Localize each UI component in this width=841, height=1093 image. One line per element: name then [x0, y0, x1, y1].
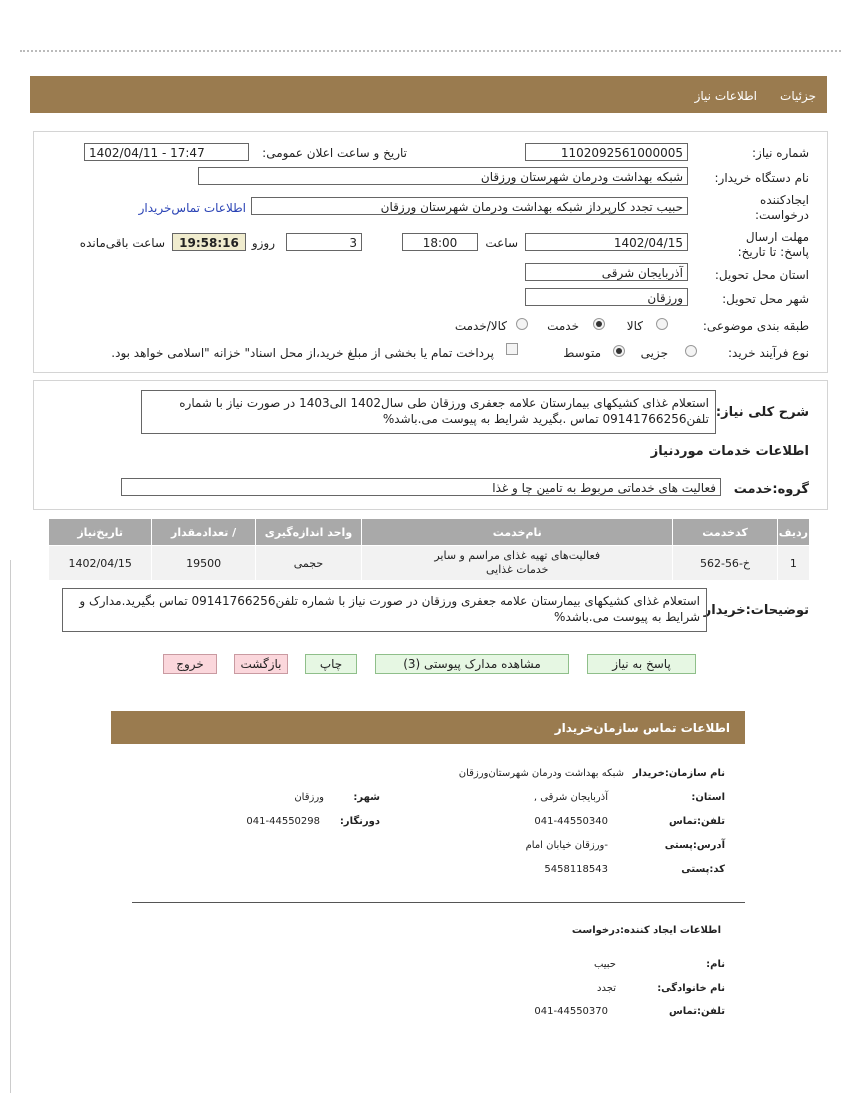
treasury-payment-checkbox[interactable]	[506, 343, 518, 355]
postal-label: کد:پستی	[681, 864, 725, 875]
need-number-label: شماره نیاز:	[752, 146, 809, 160]
deadline-time-field[interactable]: 18:00	[402, 233, 478, 251]
creator-info-title: اطلاعات ایجاد کننده:درخواست	[571, 925, 721, 936]
remaining-label: ساعت باقی‌مانده	[79, 236, 165, 250]
city-contact-value: ورزقان	[294, 792, 324, 803]
province-field[interactable]: آذربایجان شرقی	[525, 263, 688, 281]
services-title: اطلاعات خدمات موردنیاز	[650, 444, 809, 459]
col-code: کدخدمت	[673, 519, 777, 546]
fax-label: دورنگار:	[339, 816, 380, 827]
city-label: شهر محل تحویل:	[722, 292, 809, 306]
process-medium-radio[interactable]	[613, 345, 625, 357]
creator-name-label: نام:	[706, 959, 725, 970]
category-goods-service-radio[interactable]	[516, 318, 528, 330]
col-index: ردیف	[777, 519, 809, 546]
exit-button[interactable]: خروج	[163, 654, 217, 674]
category-service-label: خدمت	[547, 319, 579, 333]
remaining-time-field: 19:58:16	[172, 233, 246, 251]
creator-label: ایجادکننده درخواست:	[755, 193, 809, 222]
tab-need-info[interactable]: اطلاعات نیاز	[694, 89, 757, 103]
city-contact-label: شهر:	[353, 792, 380, 803]
view-attachments-button[interactable]: مشاهده مدارک پیوستی (3)	[375, 654, 569, 674]
creator-family-value: تجدد	[597, 983, 616, 994]
category-label: طبقه بندی موضوعی:	[702, 319, 809, 333]
creator-family-label: نام خانوادگی:	[657, 983, 725, 994]
category-service-radio[interactable]	[593, 318, 605, 330]
col-name: نام‌خدمت	[362, 519, 673, 546]
col-unit: واحد اندازه‌گیری	[255, 519, 361, 546]
table-header-row	[49, 519, 810, 546]
creator-name-value: حبیب	[593, 959, 616, 970]
cell-unit: حجمی	[255, 546, 361, 581]
need-number-field[interactable]: 1102092561000005	[525, 143, 688, 161]
cell-date: 1402/04/15	[49, 546, 152, 581]
category-goods-radio[interactable]	[656, 318, 668, 330]
back-button[interactable]: بازگشت	[234, 654, 288, 674]
cell-name: فعالیت‌های تهیه غذای مراسم و سایر خدمات غذایی	[362, 546, 673, 581]
table-row	[49, 546, 810, 581]
buyer-notes-box: استعلام غذای کشیکهای بیمارستان علامه جعفری ورزقان در صورت نیاز با شماره تلفن09141766256 تماس بگیرید.مدارک و شرایط به پیوست می.باشد%	[62, 588, 707, 632]
left-edge-line	[10, 560, 11, 1093]
tab-details[interactable]: جزئيات	[780, 89, 816, 103]
print-button[interactable]: چاپ	[305, 654, 357, 674]
top-dotted-divider	[20, 50, 841, 52]
group-field[interactable]: فعالیت های خدماتی مربوط به تامین چا و غذا	[121, 478, 721, 496]
col-qty: / تعدادمقدار	[152, 519, 255, 546]
category-goods-label: کالا	[626, 319, 643, 333]
summary-text-box: استعلام غذای کشیکهای بیمارستان علامه جعفری ورزقان طی سال1402 الی1403 در صورت نیاز با شماره تلفن09141766256 تماس .بگیرید شرایط به پیوست می.باشد%	[141, 390, 716, 434]
postal-value: 5458118543	[544, 864, 608, 875]
buyer-org-field[interactable]: شبکه بهداشت ودرمان شهرستان ورزقان	[198, 167, 688, 185]
fax-value: 041-44550298	[246, 816, 320, 827]
province-contact-value: آذربایجان شرقی ,	[533, 792, 608, 803]
cell-qty: 19500	[152, 546, 255, 581]
summary-label: شرح کلی نیاز:	[715, 405, 809, 420]
announce-field[interactable]: 1402/04/11 - 17:47	[84, 143, 249, 161]
province-contact-label: استان:	[691, 792, 725, 803]
creator-field[interactable]: حبیب تجدد کارپرداز شبکه بهداشت ودرمان شهرستان ورزقان	[251, 197, 688, 215]
creator-phone-value: 041-44550370	[534, 1006, 608, 1017]
buyer-notes-label: توضیحات:خریدار	[703, 603, 809, 618]
phone-value: 041-44550340	[534, 816, 608, 827]
buyer-org-label: نام دستگاه خریدار:	[714, 171, 809, 185]
city-field[interactable]: ورزقان	[525, 288, 688, 306]
col-date: تاریخ‌نیاز	[49, 519, 152, 546]
category-goods-service-label: کالا/خدمت	[454, 319, 507, 333]
treasury-payment-note: پرداخت تمام یا بخشی از مبلغ خرید،از محل اسناد" خزانه "اسلامی خواهد بود.	[111, 346, 494, 360]
address-value: -ورزقان خیابان امام	[525, 840, 608, 851]
contact-divider	[132, 902, 745, 903]
deadline-time-label: ساعت	[485, 236, 518, 250]
cell-code: خ-56-562	[673, 546, 777, 581]
deadline-date-field[interactable]: 1402/04/15	[525, 233, 688, 251]
announce-label: تاریخ و ساعت اعلان عمومی:	[262, 146, 407, 160]
province-label: استان محل تحویل:	[714, 268, 809, 282]
buyer-contact-link[interactable]: اطلاعات تماس‌خریدار	[138, 201, 246, 215]
phone-label: تلفن:تماس	[668, 816, 725, 827]
process-label: نوع فرآیند خرید:	[728, 346, 809, 360]
deadline-label: مهلت ارسال پاسخ: تا تاریخ:	[737, 230, 809, 259]
address-label: آدرس:پستی	[664, 840, 725, 851]
process-medium-label: متوسط	[563, 346, 601, 360]
reply-button[interactable]: پاسخ به نیاز	[587, 654, 696, 674]
contact-header-title: اطلاعات تماس سازمان‌خریدار	[554, 721, 730, 735]
process-small-radio[interactable]	[685, 345, 697, 357]
days-field[interactable]: 3	[286, 233, 362, 251]
process-small-label: جزیی	[640, 346, 668, 360]
cell-index: 1	[777, 546, 809, 581]
org-value: شبکه بهداشت ودرمان شهرستان‌ورزقان	[458, 768, 624, 779]
creator-phone-label: تلفن:تماس	[668, 1006, 725, 1017]
days-label: روزو	[251, 236, 275, 250]
org-label: نام سازمان:خریدار	[632, 768, 725, 779]
services-table	[48, 518, 810, 581]
group-label: گروه:خدمت	[733, 482, 809, 497]
